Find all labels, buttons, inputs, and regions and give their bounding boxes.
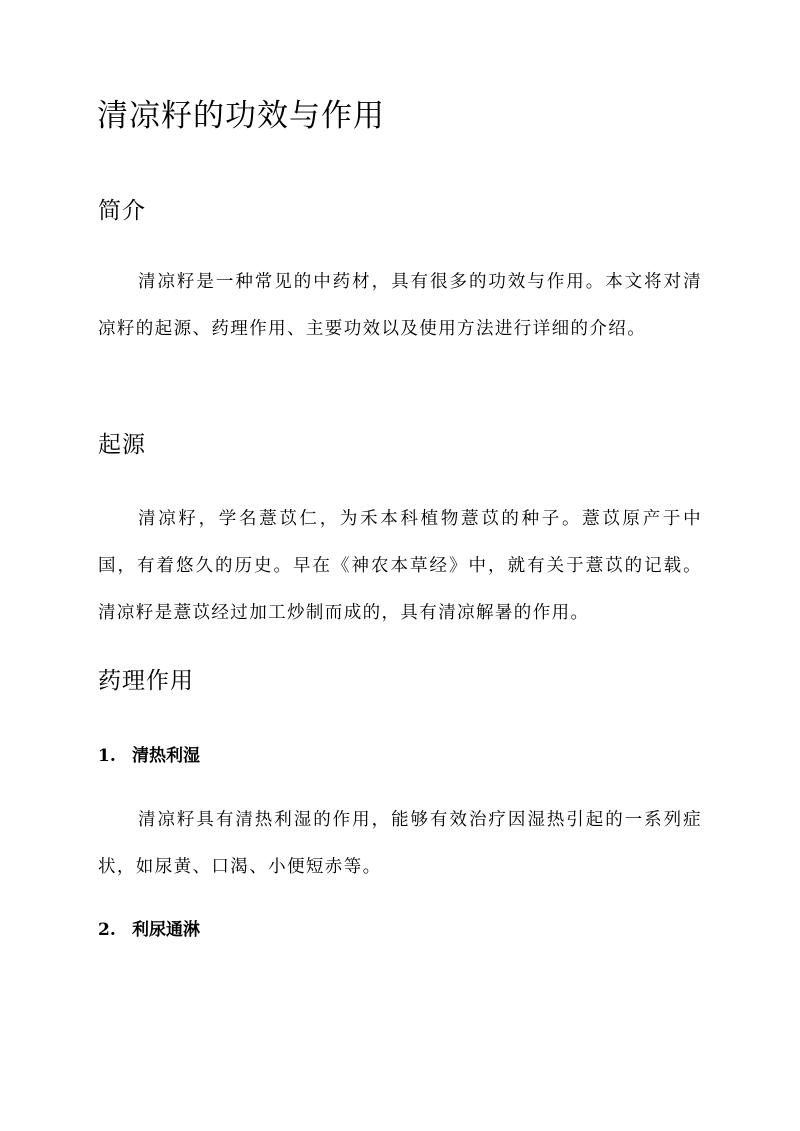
section-heading-origin: 起源 [98, 432, 146, 458]
section-heading-intro: 简介 [98, 198, 146, 224]
section-heading-pharmacology: 药理作用 [98, 668, 194, 694]
subheading-item-2 [98, 918, 200, 942]
item-1-paragraph: 清凉籽具有清热利湿的作用，能够有效治疗因湿热引起的一系列症状，如尿黄、口渴、小便短赤等。 [98, 810, 702, 877]
item-title: 利尿通淋 [132, 920, 200, 940]
intro-paragraph: 清凉籽是一种常见的中药材，具有很多的功效与作用。本文将对清凉籽的起源、药理作用、主要功效以及使用方法进行详细的介绍。 [98, 272, 702, 339]
item-title: 清热利湿 [132, 746, 200, 766]
subheading-item-1 [98, 744, 200, 768]
page-title: 清凉籽的功效与作用 [97, 98, 385, 134]
item-number: 2. [98, 920, 116, 940]
item-number: 1. [98, 746, 116, 766]
origin-paragraph: 清凉籽，学名薏苡仁，为禾本科植物薏苡的种子。薏苡原产于中国，有着悠久的历史。早在《神农本草经》中，就有关于薏苡的记载。清凉籽是薏苡经过加工炒制而成的，具有清凉解暑的作用。 [98, 509, 702, 623]
